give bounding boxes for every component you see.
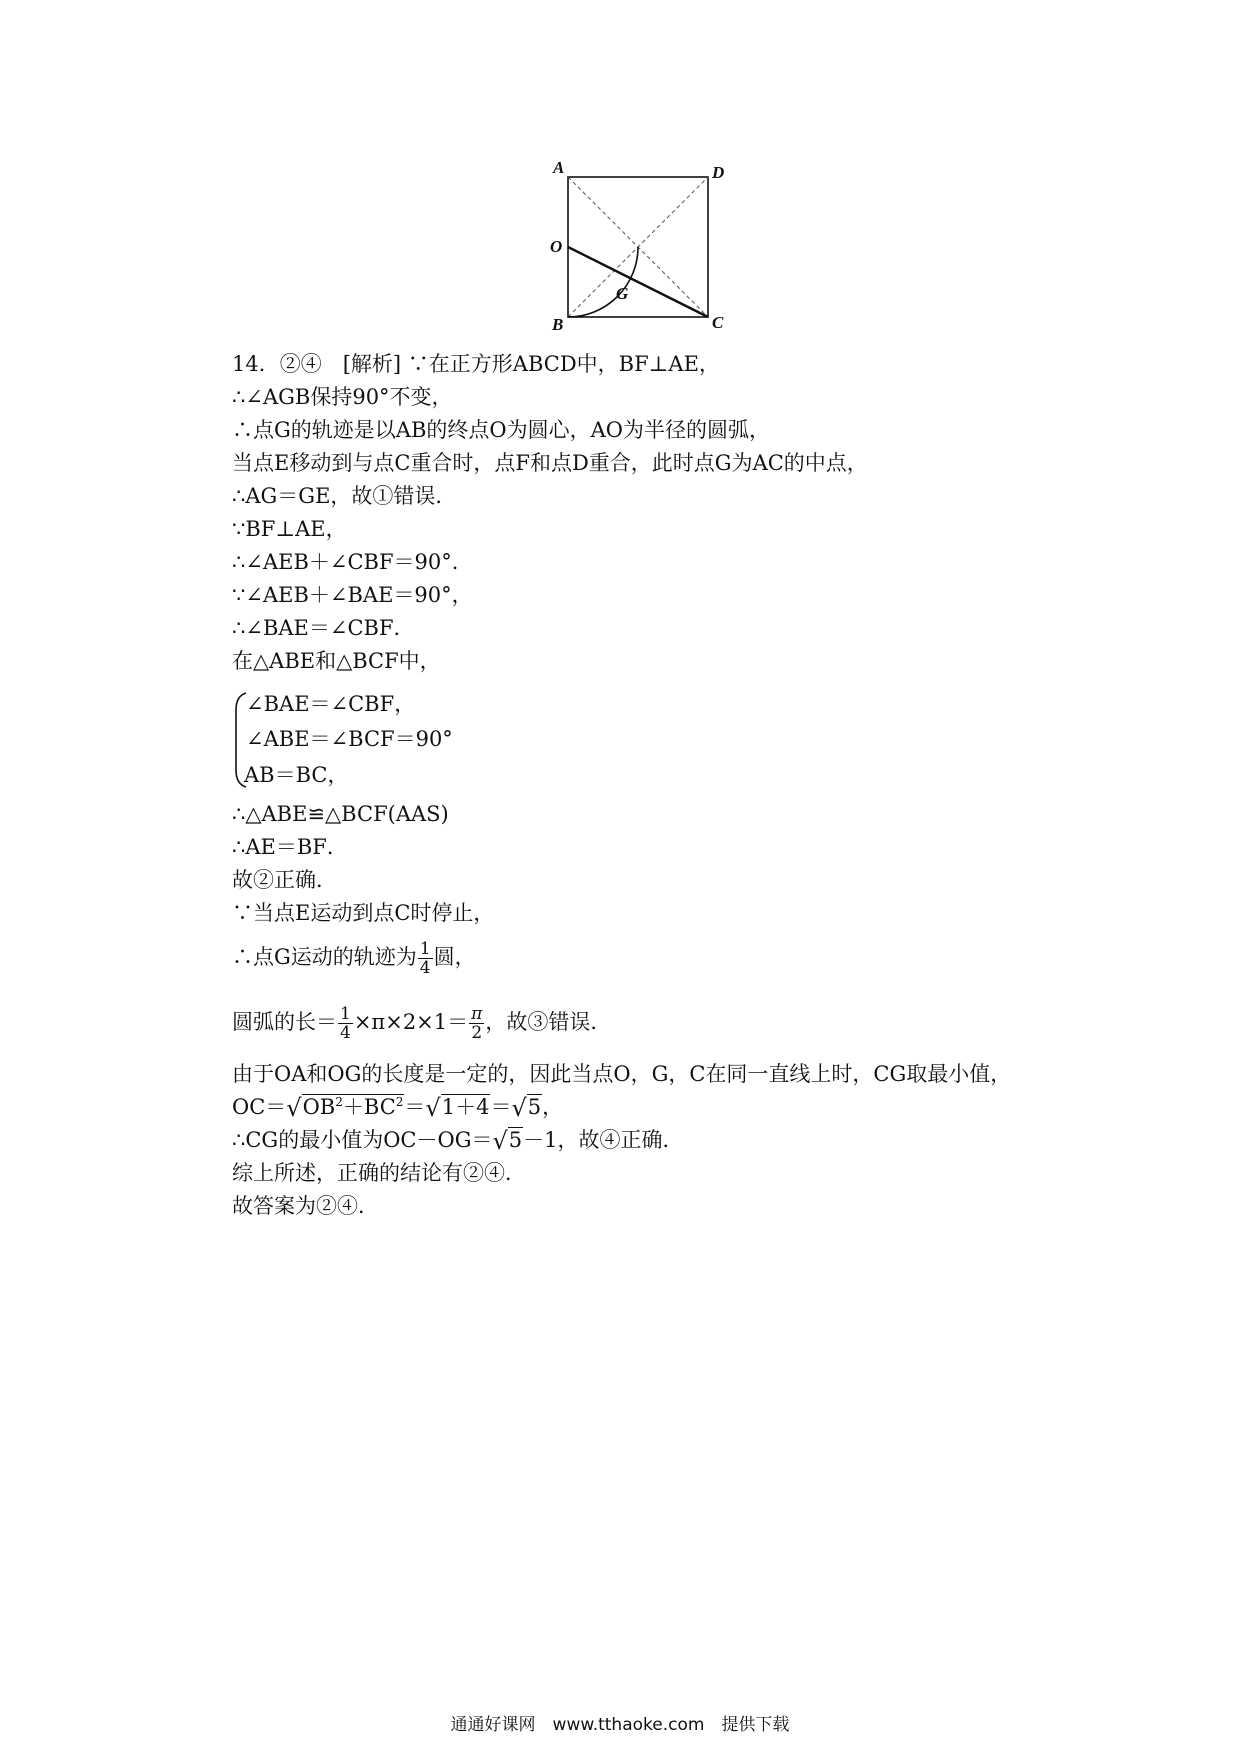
sqrt-5: √5 <box>492 1127 523 1155</box>
solution-line: 故②正确． <box>232 868 337 892</box>
label-o: O <box>550 237 563 256</box>
label-b: B <box>552 315 564 334</box>
fraction-quarter: $\frac{1}{4}$ <box>419 939 431 978</box>
solution-line: ∴∠AGB保持90°不变， <box>232 385 453 409</box>
solution-line: 在△ABE和△BCF中， <box>232 649 441 673</box>
solution-line: ∴AG＝GE，故①错误． <box>232 484 457 508</box>
solution-line: 当点E移动到与点C重合时，点F和点D重合，此时点G为AC的中点， <box>232 451 868 475</box>
trajectory-suffix: 圆， <box>433 945 476 969</box>
label-d: D <box>712 163 725 182</box>
label-g: G <box>616 284 629 303</box>
solution-line: ∴点G的轨迹是以AB的终点O为圆心，AO为半径的圆弧， <box>232 418 770 442</box>
fraction-quarter: $\frac{1}{4}$ <box>340 1004 351 1043</box>
sqrt-1-plus-4: √1＋4 <box>425 1094 490 1122</box>
cg-line: ∴CG的最小值为OC－OG＝√5－1，故④正确． <box>232 1127 684 1155</box>
solution-line: 由于OA和OG的长度是一定的，因此当点O，G，C在同一直线上时，CG取最小值， <box>232 1062 1012 1086</box>
summary-line: 综上所述，正确的结论有②④． <box>232 1161 526 1185</box>
label-c: C <box>712 313 724 332</box>
trajectory-line <box>232 940 476 977</box>
geometry-figure <box>550 158 730 334</box>
label-a: A <box>553 158 565 177</box>
solution-line: ∵∠AEB＋∠BAE＝90°， <box>232 583 473 607</box>
sqrt-ob-bc: $√OB^2+BC^2$ <box>286 1094 404 1122</box>
oc-line: $OC=√OB^2+BC^2=√1+4=√5$， <box>232 1094 564 1122</box>
solution-line: ∴AE＝BF． <box>232 835 348 859</box>
trajectory-prefix: ∴点G运动的轨迹为 <box>232 945 417 969</box>
system-eq-2: ∠ABE＝∠BCF＝90° <box>246 727 453 751</box>
equation-system <box>232 690 532 800</box>
answer-line: 故答案为②④． <box>232 1194 379 1218</box>
fraction-pi-half: $\frac{\pi}{2}$ <box>471 1004 483 1043</box>
solution-line: ∴△ABE≌△BCF(AAS) <box>232 802 449 826</box>
system-eq-3: AB＝BC， <box>244 763 349 787</box>
solution-line: ∴∠BAE＝∠CBF． <box>232 616 415 640</box>
page-footer: 通通好课网 www.tthaoke.com 提供下载 <box>450 1715 790 1735</box>
solution-line: ∵当点E运动到点C时停止， <box>232 901 495 925</box>
sqrt-5: √5 <box>511 1094 542 1122</box>
solution-line: 14．②④ [解析] ∵在正方形ABCD中，BF⊥AE， <box>232 352 720 376</box>
solution-line: ∵BF⊥AE， <box>232 517 347 541</box>
arc-length-line: 圆弧的长＝ $\frac{1}{4}$ ×π×2×1＝ $\frac{\pi}{2}$ ，故③错误． <box>232 1004 612 1043</box>
solution-line: ∴∠AEB＋∠CBF＝90°． <box>232 550 473 574</box>
system-eq-1: ∠BAE＝∠CBF， <box>246 692 416 716</box>
